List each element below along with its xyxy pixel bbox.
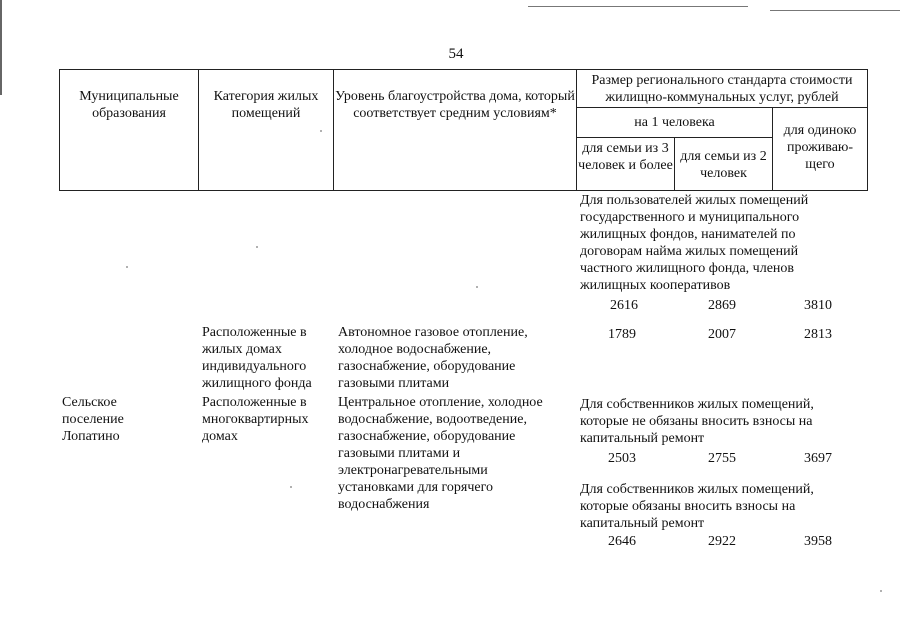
header-municipalities: Муниципальные образования [60,70,199,191]
owners-repair-note: Для собственников жилых помещений, которые обязаны вносить взносы на капитальный ремонт [580,482,814,531]
individual-amenity: Автономное газовое отопление, холодное водоснабжение, газоснабжение, оборудование газовыми плитами [338,325,528,391]
header-family-2: для семьи из 2 человек [675,138,773,191]
header-amenity-level: Уровень благоустройства дома, который соответствует средним условиям* [334,70,577,191]
apartment-category: Расположенные в многоквартирных домах [202,395,309,444]
scan-speck [126,266,128,268]
individual-value-family-3plus: 1789 [608,327,636,342]
scan-line-top-1 [528,6,748,7]
users-value-single: 3810 [804,298,832,313]
owners-no-repair-value-single: 3697 [804,451,832,466]
header-single: для одиноко проживаю-щего [773,108,868,191]
individual-value-single: 2813 [804,327,832,342]
scan-edge-left [0,0,2,95]
owners-no-repair-value-family-2: 2755 [708,451,736,466]
users-value-family-2: 2869 [708,298,736,313]
header-per-person: на 1 человека [577,108,773,138]
header-category: Категория жилых помещений [199,70,334,191]
municipality-name: Сельское поселение Лопатино [62,395,124,444]
individual-category: Расположенные в жилых домах индивидуального жилищного фонда [202,325,312,391]
scan-speck [320,130,322,132]
users-note: Для пользователей жилых помещений государственного и муниципального жилищных фондов, нанимателей по договорам найма жилых помещений частного жилищного фонда, членов жилищных кооперативов [580,193,809,293]
scan-speck [290,486,292,488]
owners-repair-value-family-2: 2922 [708,534,736,549]
owners-repair-value-single: 3958 [804,534,832,549]
header-family-3plus: для семьи из 3 человек и более [577,138,675,191]
owners-repair-value-family-3plus: 2646 [608,534,636,549]
apartment-amenity: Центральное отопление, холодное водоснабжение, водоотведение, газоснабжение, оборудование газовыми плитами и электронагревательными установками для горячего водоснабжения [338,395,543,512]
page-number: 54 [448,46,464,62]
owners-no-repair-note: Для собственников жилых помещений, которые не обязаны вносить взносы на капитальный ремонт [580,397,814,446]
scan-speck [256,246,258,248]
scan-speck [880,590,882,592]
owners-no-repair-value-family-3plus: 2503 [608,451,636,466]
scan-line-top-2 [770,10,900,11]
scan-speck [476,286,478,288]
header-table [59,69,868,191]
users-value-family-3plus: 2616 [610,298,638,313]
individual-value-family-2: 2007 [708,327,736,342]
header-standard-size: Размер регионального стандарта стоимости жилищно-коммунальных услуг, рублей [577,70,868,108]
